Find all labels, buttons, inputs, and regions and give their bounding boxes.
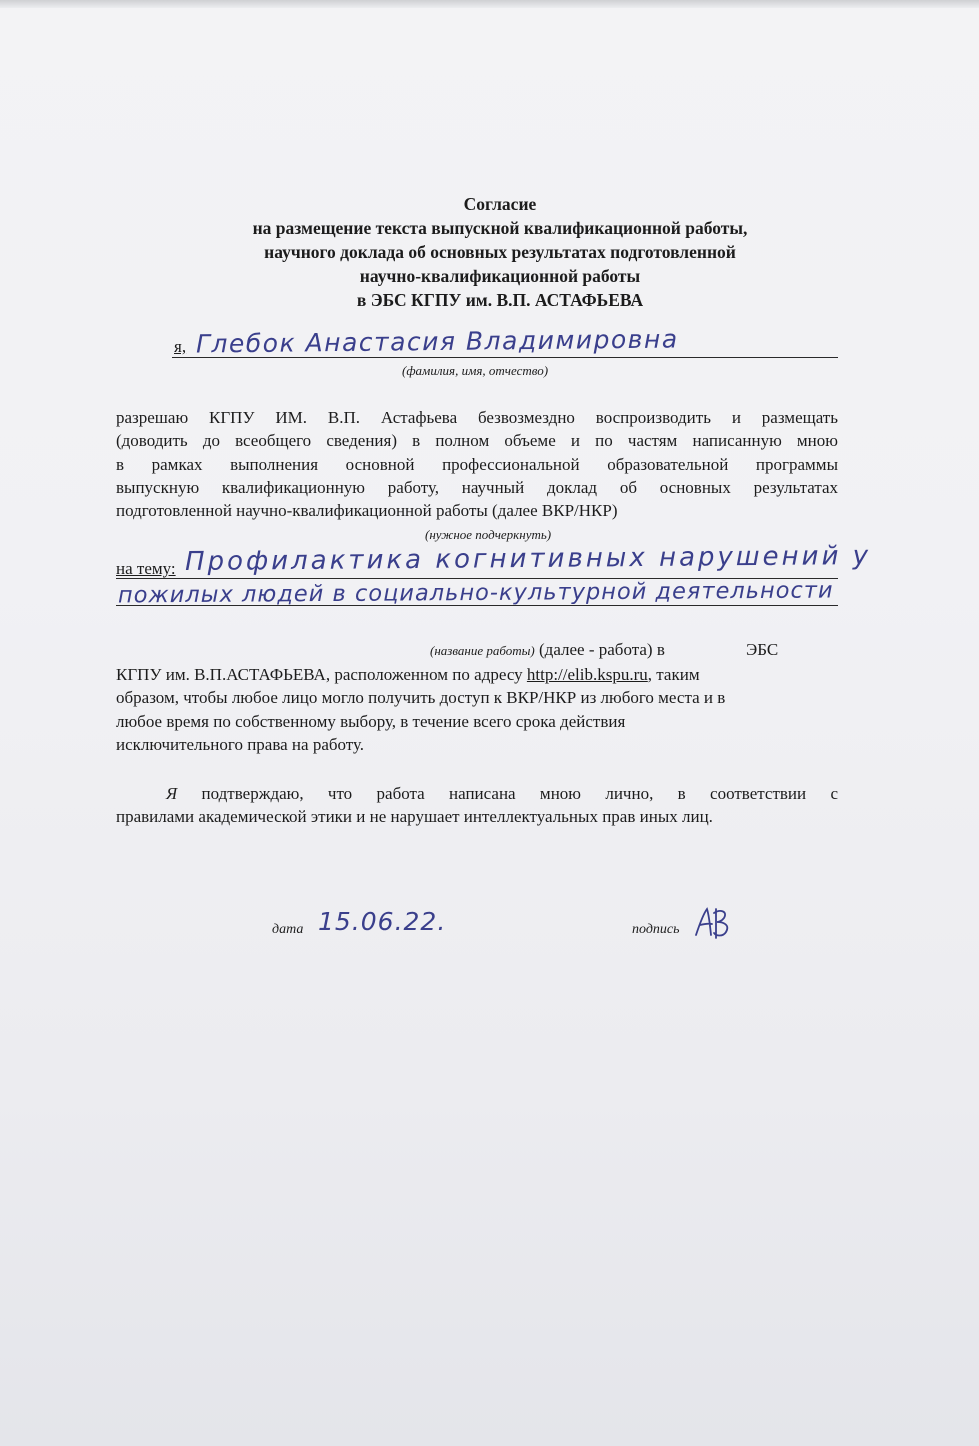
date-label: дата [272,922,304,937]
placement-paragraph [116,663,838,756]
topic-handwritten-line-2: пожилых людей в социально-культурной деятельности [117,577,834,609]
confirmation-line-1-rest: подтверждаю, что работа написана мною лично, в соответствии с [177,784,838,803]
signature-image [690,905,736,941]
topic-caption-row [430,640,665,660]
topic-after-caption: (далее - работа) в [534,640,665,659]
confirmation-ya: Я [166,784,178,803]
confirmation-line-2: правилами академической этики и не нарушает интеллектуальных прав иных лиц. [116,807,713,827]
placement-line-3: любое время по собственному выбору, в течение всего срока действия [116,711,626,731]
consent-line-2: (доводить до всеобщего сведения) в полном объеме и по частям написанную мною [116,431,838,451]
topic-handwritten-line-1: Профилактика когнитивных нарушений у [184,541,872,577]
title-line-5: в ЭБС КГПУ им. В.П. АСТАФЬЕВА [356,290,644,310]
consent-line-5: подготовленной научно-квалификационной работы (далее ВКР/НКР) [116,501,618,521]
consent-paragraph [116,406,838,522]
confirmation-paragraph [116,782,838,829]
consent-line-1: разрешаю КГПУ ИМ. В.П. Астафьева безвозмездно воспроизводить и размещать [116,408,838,427]
topic-caption: (название работы) [430,643,535,658]
topic-label: на тему: [116,559,176,578]
title-line-4: научно-квалификационной работы [359,266,641,286]
underline-caption: (нужное подчеркнуть) [425,527,552,542]
placement-line-1 [116,663,838,686]
placement-line-1-b: , таким [647,665,700,684]
ebs-label: ЭБС [746,640,779,659]
signature-label: подпись [632,922,680,937]
topic-underline-2 [116,605,838,606]
placement-line-2: образом, чтобы любое лицо могло получить доступ к ВКР/НКР из любого места и в [116,688,726,708]
signature-scribble [690,905,736,941]
placement-line-4: исключительного права на работу. [116,734,365,754]
applicant-underline [172,357,838,358]
applicant-name-handwritten: Глебок Анастасия Владимировна [195,324,679,359]
placement-line-1-a: КГПУ им. В.П.АСТАФЬЕВА, расположенном по адресу [116,665,527,684]
consent-line-3: в рамках выполнения основной профессиональной образовательной программы [116,454,838,474]
applicant-prefix: я, [174,337,187,356]
title-line-3: научного доклада об основных результатах подготовленной [264,242,736,262]
confirmation-line-1 [116,782,838,805]
title-line-1: Согласие [463,194,537,214]
title-line-2: на размещение текста выпускной квалификационной работы, [252,218,748,238]
document-title [150,192,850,312]
date-handwritten: 15.06.22. [318,907,447,936]
applicant-caption: (фамилия, имя, отчество) [402,363,549,378]
elib-link[interactable]: http://elib.kspu.ru [526,665,648,684]
paper-top-edge [0,0,979,8]
consent-line-4: выпускную квалификационную работу, научный доклад об основных результатах [116,477,838,497]
